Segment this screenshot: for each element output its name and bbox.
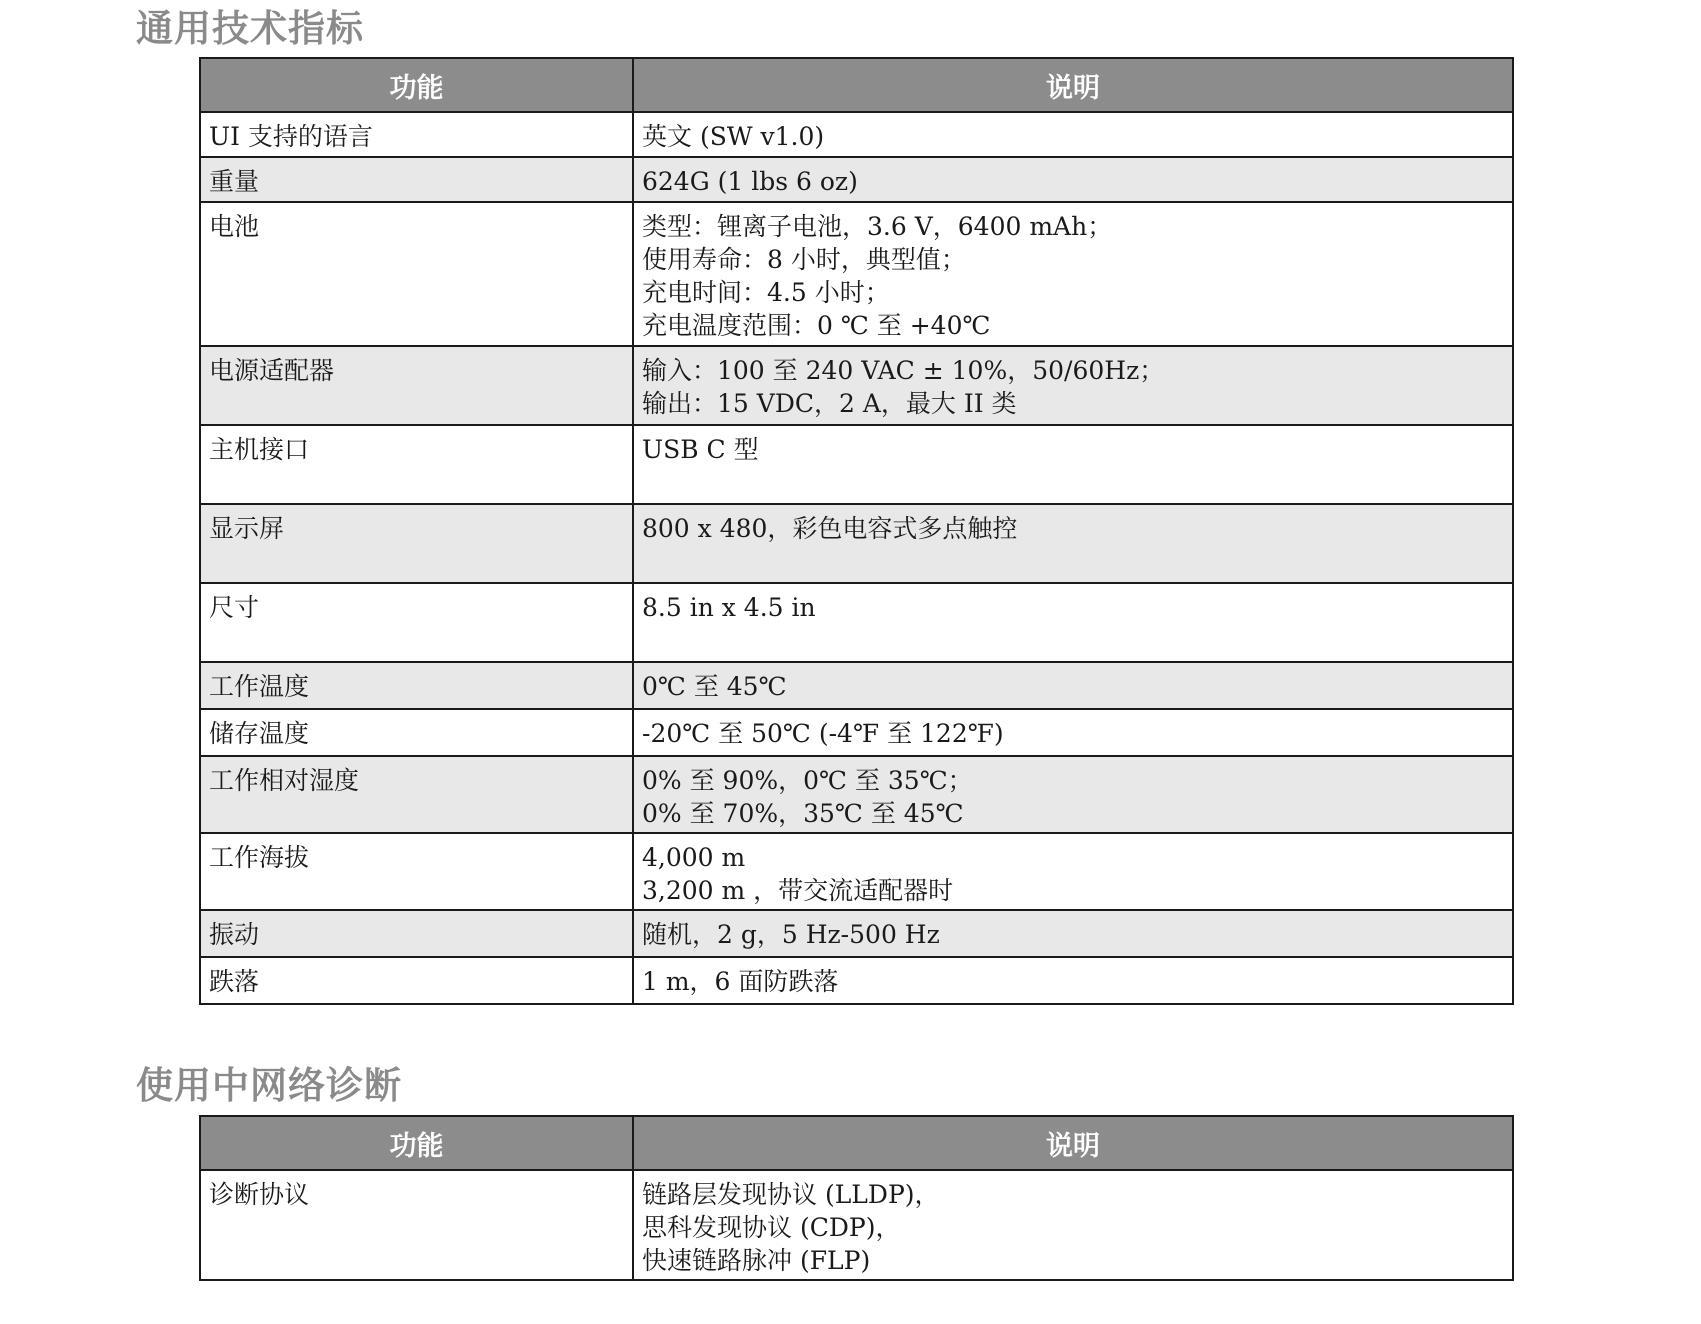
header-description: 说明 xyxy=(633,1116,1513,1170)
description-line: 随机，2 g，5 Hz-500 Hz xyxy=(642,920,940,949)
table-row xyxy=(200,709,1513,756)
description-line: 使用寿命：8 小时，典型值； xyxy=(642,245,966,274)
feature-cell: 重量 xyxy=(200,157,633,202)
table-header-row xyxy=(200,58,1513,112)
table-row xyxy=(200,833,1513,910)
description-cell xyxy=(633,709,1513,756)
table-row xyxy=(200,756,1513,833)
table-row xyxy=(200,583,1513,662)
table-row xyxy=(200,662,1513,709)
table-row xyxy=(200,1170,1513,1280)
description-line: 800 x 480，彩色电容式多点触控 xyxy=(642,514,1018,543)
feature-cell: 工作温度 xyxy=(200,662,633,709)
description-cell xyxy=(633,157,1513,202)
table-row xyxy=(200,112,1513,157)
description-cell xyxy=(633,202,1513,346)
description-line: 思科发现协议 (CDP)， xyxy=(642,1213,901,1242)
description-line: 充电时间：4.5 小时； xyxy=(642,278,890,307)
description-line: 0% 至 70%，35℃ 至 45℃ xyxy=(642,799,964,828)
feature-cell: 电源适配器 xyxy=(200,346,633,425)
description-line: 8.5 in x 4.5 in xyxy=(642,593,816,622)
table-row xyxy=(200,910,1513,957)
feature-cell: 工作海拔 xyxy=(200,833,633,910)
feature-cell: 振动 xyxy=(200,910,633,957)
feature-cell: 诊断协议 xyxy=(200,1170,633,1280)
feature-cell: 显示屏 xyxy=(200,504,633,583)
table-row xyxy=(200,504,1513,583)
table-row xyxy=(200,957,1513,1004)
description-line: 3,200 m ，带交流适配器时 xyxy=(642,876,954,905)
header-feature: 功能 xyxy=(200,1116,633,1170)
section-title-network-diagnostics: 使用中网络诊断 xyxy=(136,1064,402,1107)
feature-cell: 储存温度 xyxy=(200,709,633,756)
feature-cell: 尺寸 xyxy=(200,583,633,662)
description-cell xyxy=(633,112,1513,157)
header-feature: 功能 xyxy=(200,58,633,112)
description-line: 充电温度范围：0 ℃ 至 +40℃ xyxy=(642,311,991,340)
feature-cell: 主机接口 xyxy=(200,425,633,504)
table-header-row xyxy=(200,1116,1513,1170)
general-specs-table xyxy=(199,57,1514,1005)
description-line: 类型：锂离子电池，3.6 V，6400 mAh； xyxy=(642,212,1113,241)
description-cell xyxy=(633,756,1513,833)
description-cell xyxy=(633,1170,1513,1280)
description-line: 624G (1 lbs 6 oz) xyxy=(642,167,858,196)
description-cell xyxy=(633,346,1513,425)
description-line: 快速链路脉冲 (FLP) xyxy=(642,1246,871,1275)
description-line: -20℃ 至 50℃ (-4℉ 至 122℉) xyxy=(642,719,1004,748)
description-line: 0℃ 至 45℃ xyxy=(642,672,787,701)
description-cell xyxy=(633,425,1513,504)
feature-cell: 跌落 xyxy=(200,957,633,1004)
description-line: 1 m，6 面防跌落 xyxy=(642,967,839,996)
feature-cell: 电池 xyxy=(200,202,633,346)
description-line: 0% 至 90%，0℃ 至 35℃； xyxy=(642,766,973,795)
description-line: 4,000 m xyxy=(642,843,746,872)
description-line: 输入：100 至 240 VAC ± 10%，50/60Hz； xyxy=(642,356,1165,385)
description-cell xyxy=(633,583,1513,662)
header-description: 说明 xyxy=(633,58,1513,112)
description-cell xyxy=(633,957,1513,1004)
description-line: USB C 型 xyxy=(642,435,759,464)
description-line: 英文 (SW v1.0) xyxy=(642,122,825,151)
network-diagnostics-table xyxy=(199,1115,1514,1281)
table-row xyxy=(200,425,1513,504)
description-cell xyxy=(633,504,1513,583)
description-line: 链路层发现协议 (LLDP)， xyxy=(642,1180,940,1209)
description-line: 输出：15 VDC，2 A，最大 II 类 xyxy=(642,389,1017,418)
table-row xyxy=(200,346,1513,425)
section-title-general-specs: 通用技术指标 xyxy=(136,7,364,50)
description-cell xyxy=(633,833,1513,910)
feature-cell: UI 支持的语言 xyxy=(200,112,633,157)
table-row xyxy=(200,202,1513,346)
description-cell xyxy=(633,662,1513,709)
feature-cell: 工作相对湿度 xyxy=(200,756,633,833)
description-cell xyxy=(633,910,1513,957)
table-row xyxy=(200,157,1513,202)
